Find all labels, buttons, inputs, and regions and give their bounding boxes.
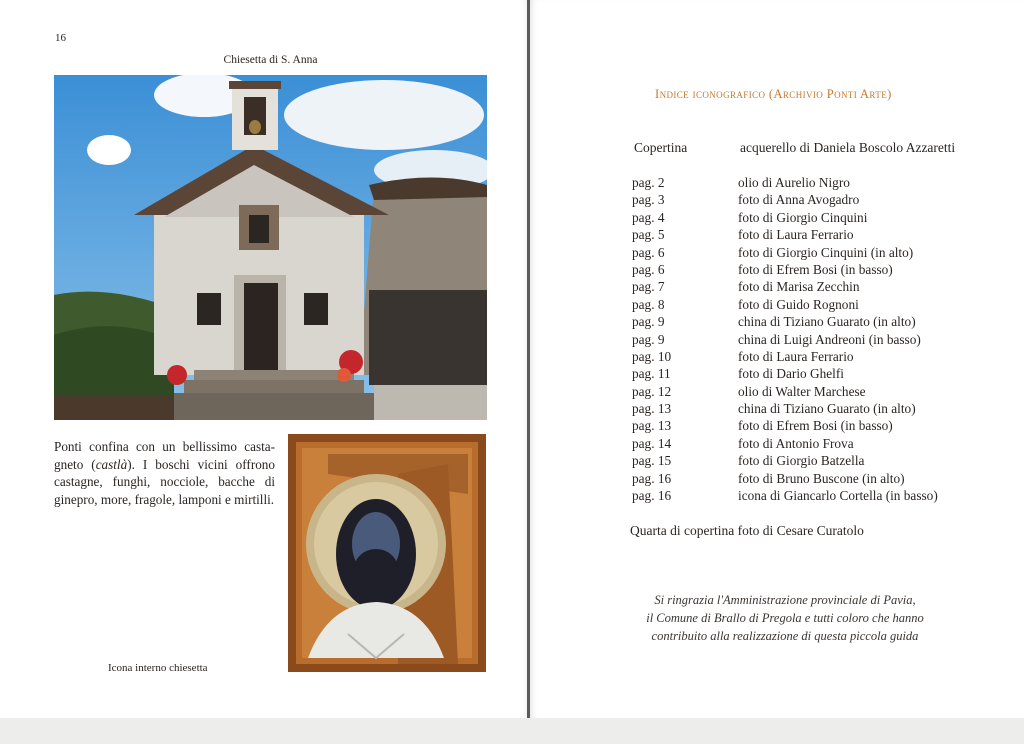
credit-desc: foto di Laura Ferrario: [738, 348, 854, 364]
body-paragraph: [54, 438, 275, 508]
credit-desc: foto di Giorgio Cinquini (in alto): [738, 244, 914, 260]
page-ref: pag. 6: [632, 244, 665, 260]
credit-desc: foto di Giorgio Batzella: [738, 453, 865, 469]
list-item: [632, 400, 992, 417]
credit-desc: foto di Anna Avogadro: [738, 192, 860, 208]
page-ref: pag. 14: [632, 435, 672, 451]
page-bottom-edge: [0, 718, 1024, 744]
page-ref: pag. 13: [632, 418, 672, 434]
list-item: [632, 296, 992, 313]
credit-desc: foto di Dario Ghelfi: [738, 366, 844, 382]
credit-desc: china di Tiziano Guarato (in alto): [738, 314, 916, 330]
back-cover-credit: Quarta di copertina foto di Cesare Curatolo: [630, 523, 864, 538]
page-ref: pag. 10: [632, 348, 672, 364]
icon-caption: Icona interno chiesetta: [108, 662, 208, 674]
photo-caption: Chiesetta di S. Anna: [223, 54, 318, 66]
credit-desc: foto di Antonio Frova: [738, 435, 854, 451]
list-item: [632, 470, 992, 487]
list-item: [632, 313, 992, 330]
page-ref: pag. 7: [632, 279, 665, 295]
page-ref: pag. 16: [632, 488, 672, 504]
credit-desc: china di Luigi Andreoni (in basso): [738, 331, 921, 347]
page-ref: pag. 9: [632, 314, 665, 330]
body-text-part: Ponti confina con un bellissimo casta-gneto (: [54, 439, 275, 472]
list-item: [632, 209, 992, 226]
page-ref: pag. 12: [632, 383, 672, 399]
body-text-part: ). I boschi vicini offrono castagne, funghi, nocciole, bacche di ginepro, more, fragole, lamponi e mirtilli.: [54, 456, 275, 507]
body-text-italic: castlà: [95, 456, 128, 472]
acknowledgement-line: Si ringrazia l'Amministrazione provinciale di Pavia,: [654, 593, 916, 607]
credit-desc: foto di Laura Ferrario: [738, 227, 854, 243]
credit-desc: foto di Efrem Bosi (in basso): [738, 418, 893, 434]
acknowledgements: [620, 592, 950, 645]
list-item: [632, 383, 992, 400]
page-ref: pag. 13: [632, 401, 672, 417]
list-item: [632, 417, 992, 434]
page-ref: pag. 11: [632, 366, 671, 382]
list-item: [632, 435, 992, 452]
list-item: [632, 278, 992, 295]
page-ref: pag. 6: [632, 261, 665, 277]
icon-painting: [288, 434, 486, 672]
list-item: [632, 226, 992, 243]
book-spine: [527, 0, 530, 744]
page-ref: pag. 16: [632, 470, 672, 486]
list-item: [632, 487, 992, 504]
acknowledgement-line: contribuito alla realizzazione di questa piccola guida: [651, 628, 919, 643]
credit-desc: foto di Guido Rognoni: [738, 296, 859, 312]
page-ref: pag. 9: [632, 331, 665, 347]
index-title: Indice iconografico (Archivio Ponti Arte): [655, 87, 892, 101]
list-item: [632, 365, 992, 382]
acknowledgement-line: il Comune di Brallo di Pregola e tutti coloro che hanno: [646, 610, 924, 625]
list-item: [632, 348, 992, 365]
list-item: [632, 331, 992, 348]
credit-desc: china di Tiziano Guarato (in alto): [738, 401, 916, 417]
credits-list: [632, 174, 992, 504]
page-ref: pag. 5: [632, 227, 665, 243]
list-item: [632, 452, 992, 469]
cover-value: acquerello di Daniela Boscolo Azzaretti: [740, 140, 956, 155]
credit-desc: foto di Efrem Bosi (in basso): [738, 261, 893, 277]
list-item: [632, 191, 992, 208]
list-item: [632, 174, 992, 191]
page-ref: pag. 8: [632, 296, 665, 312]
page-ref: pag. 15: [632, 453, 672, 469]
credit-desc: foto di Giorgio Cinquini: [738, 209, 868, 225]
list-item: [632, 261, 992, 278]
list-item: [632, 244, 992, 261]
page-ref: pag. 2: [632, 175, 665, 190]
credit-desc: foto di Marisa Zecchin: [738, 279, 860, 295]
credit-desc: foto di Bruno Buscone (in alto): [738, 470, 905, 486]
page-ref: pag. 4: [632, 209, 665, 225]
page-ref: pag. 3: [632, 192, 665, 208]
page-number: 16: [55, 32, 66, 44]
credit-desc: olio di Aurelio Nigro: [738, 175, 850, 190]
credit-desc: icona di Giancarlo Cortella (in basso): [738, 488, 938, 504]
church-photo: [54, 75, 487, 420]
cover-label: Copertina: [634, 140, 688, 155]
credit-desc: olio di Walter Marchese: [738, 383, 866, 399]
